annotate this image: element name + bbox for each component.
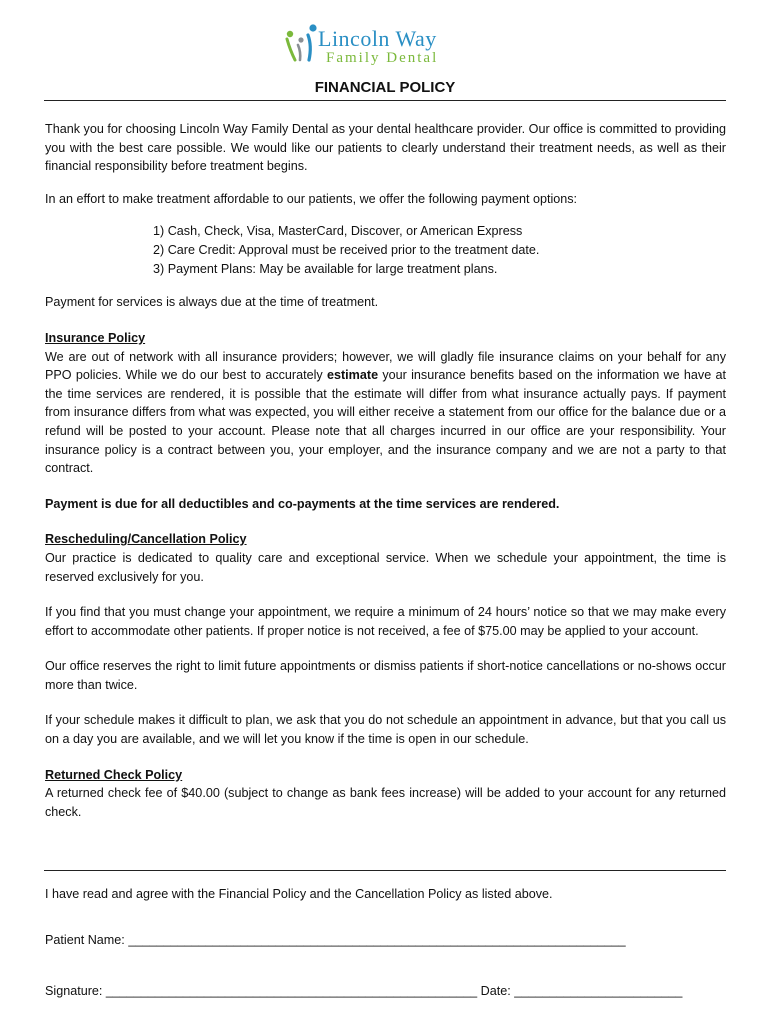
signature-field[interactable]: _____________________________________________________ [105, 984, 478, 998]
signature-row [45, 982, 682, 1001]
signature-divider [44, 870, 726, 871]
intro-paragraph: Thank you for choosing Lincoln Way Family Dental as your dental healthcare provider. Our office is committed to providing you with the best care possible. We would like our patients to clearly understand their treatment needs, as well as their financial responsibility before treatment begins. [45, 122, 726, 174]
logo-name: Lincoln Way [318, 26, 437, 51]
list-item: 1) Cash, Check, Visa, MasterCard, Discover, or American Express [153, 224, 523, 239]
insurance-paragraph: We are out of network with all insurance providers; however, we will gladly file insurance claims on your behalf for any PPO policies. While we do our best to accurately estimate your insurance benefits based on the information we have at the time services are rendered, it is possible that the estimate will differ from what insurance actually pays. If payment from insurance differs from what was expected, you will either receive a statement from our office for the balance due or a refund will be posted to your account. Please note that all charges incurred in our office are your responsibility. Your insurance policy is a contract between you, your employer, and the insurance company and we are not a party to that contract. [45, 349, 726, 476]
cancellation-paragraph-4: If your schedule makes it difficult to plan, we ask that you do not schedule an appointment in advance, but that you call us on a day you are available, and we will let you know if the time is open in our schedule. [45, 713, 726, 747]
date-field[interactable]: ________________________ [514, 984, 683, 998]
returned-check-paragraph: A returned check fee of $40.00 (subject to change as bank fees increase) will be added to your account for any returned check. [45, 786, 726, 819]
options-intro: In an effort to make treatment affordable to our patients, we offer the following payment options: [45, 191, 578, 206]
patient-name-row [45, 931, 626, 950]
patient-name-label: Patient Name: [45, 933, 129, 947]
payment-options-list [153, 222, 726, 279]
patient-name-field[interactable]: _______________________________________________________________________ [128, 933, 626, 947]
title-divider [44, 100, 726, 101]
deductibles-notice: Payment is due for all deductibles and co-payments at the time services are rendered. [45, 496, 560, 511]
list-item: 2) Care Credit: Approval must be received prior to the treatment date. [153, 243, 540, 258]
page-title: FINANCIAL POLICY [314, 79, 456, 96]
list-item: 3) Payment Plans: May be available for large treatment plans. [153, 262, 498, 277]
cancellation-paragraph-3: Our office reserves the right to limit future appointments or dismiss patients if short-notice cancellations or no-shows occur more than twice. [45, 659, 726, 692]
agreement-statement: I have read and agree with the Financial Policy and the Cancellation Policy as listed above. [45, 887, 553, 901]
returned-check-heading: Returned Check Policy [45, 767, 183, 782]
payment-due-text: Payment for services is always due at the time of treatment. [45, 295, 379, 310]
cancellation-paragraph-2: If you find that you must change your appointment, we require a minimum of 24 hours’ notice so that we may make every effort to accommodate other patients. If proper notice is not received, a fee of $75.00 may be applied to your account. [45, 605, 726, 638]
cancellation-heading: Rescheduling/Cancellation Policy [45, 532, 247, 547]
insurance-heading: Insurance Policy [45, 330, 146, 345]
logo-subtitle: Family Dental [326, 50, 439, 66]
practice-logo [284, 22, 494, 70]
signature-label: Signature: [45, 984, 106, 998]
date-label: Date: [477, 984, 515, 998]
cancellation-paragraph-1: Our practice is dedicated to quality care and exceptional service. When we schedule your appointment, the time is reserved exclusively for you. [45, 550, 726, 584]
policy-body [45, 120, 726, 821]
